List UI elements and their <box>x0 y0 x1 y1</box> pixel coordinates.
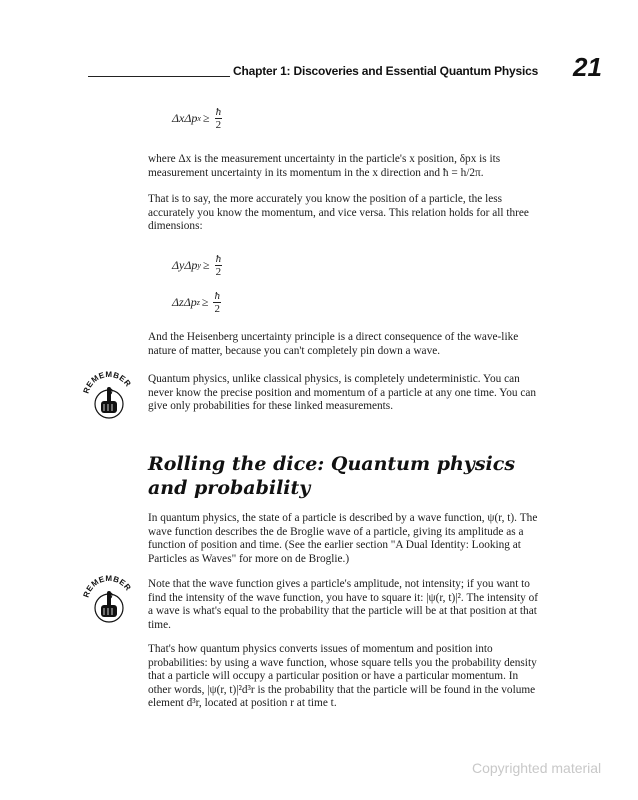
equation-x-lhs: ΔxΔp <box>172 111 198 125</box>
equation-x-sub: x <box>197 114 201 123</box>
remember-paragraph-1: Quantum physics, unlike classical physics, is completely undeterministic. You can never know the precise position and momentum of a particle at any one time. You can give only probabilities for these linked measurements. <box>148 373 537 412</box>
equation-z-sub: z <box>196 298 200 307</box>
section-heading: Rolling the dice: Quantum physics and probability <box>148 453 516 499</box>
remember-label: REMEMBER <box>81 369 133 395</box>
page-number: 21 <box>573 52 602 82</box>
equation-z-lhs: ΔzΔp <box>172 295 197 309</box>
equation-x <box>172 106 222 131</box>
copyright-watermark: Copyrighted material <box>472 760 602 776</box>
equation-y-rel: ≥ <box>202 258 210 272</box>
equation-y-sub: y <box>197 261 201 270</box>
paragraph-2: That is to say, the more accurately you know the position of a particle, the less accurately you know the momentum, and vice versa. This relation holds for all three dimensions: <box>148 193 529 232</box>
remember-hand-icon <box>80 368 138 426</box>
remember-paragraph-2: Note that the wave function gives a particle's amplitude, not intensity; if you want to find the intensity of the wave function, you have to square it: |ψ(r, t)|². The intensity of a wave is what's equal to the probability that the particle will be at that position at that time. <box>148 578 539 631</box>
equation-z-num: ħ <box>214 290 220 302</box>
equation-x-num: ħ <box>215 106 222 118</box>
equation-z-den: 2 <box>214 303 220 315</box>
paragraph-5: That's how quantum physics converts issues of momentum and position into probabilities: by using a wave function, whose square tells you the probability density that a particle will occupy a particular position or have a particular momentum. In other words, |ψ(r, t)|²d³r is the probability that the particle will be found in the volume element d³r, located at position r at time t. <box>148 643 537 709</box>
remember-label-2: REMEMBER <box>81 573 133 599</box>
paragraph-1: where Δx is the measurement uncertainty in the particle's x position, δpx is its measurement uncertainty in its momentum in the x direction and ħ = h/2π. <box>148 153 501 179</box>
chapter-title: Chapter 1: Discoveries and Essential Quantum Physics <box>233 64 539 78</box>
equation-y <box>172 253 222 278</box>
equation-y-fraction <box>215 253 223 278</box>
equation-x-fraction <box>215 106 223 131</box>
remember-hand-icon-2 <box>80 572 138 630</box>
equation-z-rel: ≥ <box>201 295 209 309</box>
header-rule <box>88 76 230 77</box>
paragraph-3: And the Heisenberg uncertainty principle is a direct consequence of the wave-like nature of matter, because you can't completely pin down a wave. <box>148 331 519 357</box>
equation-z <box>172 290 221 315</box>
equation-y-den: 2 <box>215 266 222 278</box>
equation-z-fraction <box>213 290 221 315</box>
equation-x-den: 2 <box>215 119 222 131</box>
equation-x-rel: ≥ <box>202 111 210 125</box>
paragraph-4: In quantum physics, the state of a particle is described by a wave function, ψ(r, t). The wave function describes the de Broglie wave of a particle, giving its amplitude as a function of position and time. (See the earlier section "A Dual Identity: Looking at Particles as Waves" for more on de Broglie.) <box>148 512 538 565</box>
equation-y-num: ħ <box>215 253 222 265</box>
equation-y-lhs: ΔyΔp <box>172 258 198 272</box>
